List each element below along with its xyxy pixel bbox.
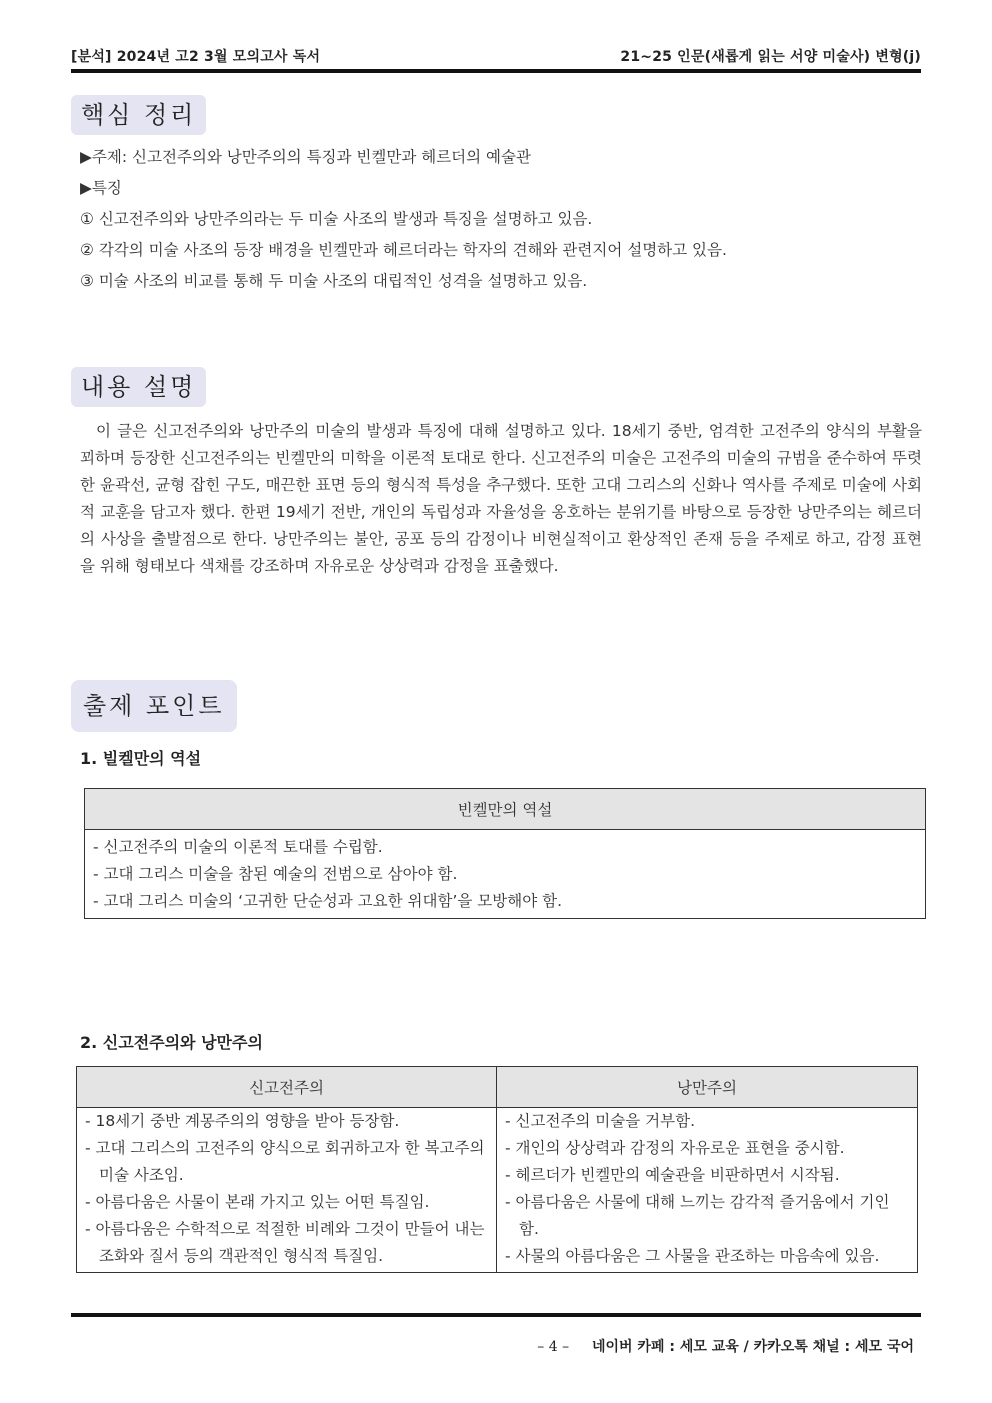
page-header (71, 44, 921, 66)
page-number: – 4 – (537, 1339, 570, 1355)
list-item: - 개인의 상상력과 감정의 자유로운 표현을 중시함. (505, 1139, 845, 1157)
summary-line: ② 각각의 미술 사조의 등장 배경을 빈켈만과 헤르더라는 학자의 견해와 관련지어 설명하고 있음. (80, 241, 727, 259)
list-item: - 고대 그리스의 고전주의 양식으로 회귀하고자 한 복고주의 미술 사조임. (85, 1139, 485, 1184)
list-item: - 고대 그리스 미술을 참된 예술의 전범으로 삼아야 함. (93, 865, 458, 883)
points-title: 출제 포인트 (71, 680, 237, 732)
header-divider (71, 69, 921, 73)
col1-body (77, 1108, 497, 1273)
list-item: - 아름다움은 수학적으로 적절한 비례와 그것이 만들어 내는 조화와 질서 등의 객관적인 형식적 특질임. (85, 1220, 485, 1265)
summary-line: ③ 미술 사조의 비교를 통해 두 미술 사조의 대립적인 성격을 설명하고 있음. (80, 272, 588, 290)
content-paragraph: 이 글은 신고전주의와 낭만주의 미술의 발생과 특징에 대해 설명하고 있다. 18세기 중반, 엄격한 고전주의 양식의 부활을 꾀하며 등장한 신고전주의는 빈켈만의 미학을 이론적 토대로 한다. 신고전주의 미술은 고전주의 미술의 규범을 준수하여 뚜렷한 윤곽선, 균형 잡힌 구도, 매끈한 표면 등의 형식적 특성을 추구했다. 또한 고대 그리스의 신화나 역사를 주제로 미술에 사회적 교훈을 담고자 했다. 한편 19세기 전반, 개인의 독립성과 자율성을 옹호하는 분위기를 바탕으로 등장한 낭만주의는 헤르더의 사상을 출발점으로 한다. 낭만주의는 불안, 공포 등의 감정이나 비현실적이고 환상적인 존재 등을 주제로 하고, 감정 표현을 위해 형태보다 색채를 강조하며 자유로운 상상력과 감정을 표출했다. (80, 422, 922, 575)
col2-body (497, 1108, 918, 1273)
point2-table (76, 1066, 918, 1273)
col2-header: 낭만주의 (497, 1067, 918, 1108)
list-item: - 고대 그리스 미술의 ‘고귀한 단순성과 고요한 위대함’을 모방해야 함. (93, 892, 562, 910)
summary-line: ▶특징 (80, 179, 122, 197)
col1-header: 신고전주의 (77, 1067, 497, 1108)
point1-table-body (85, 830, 926, 919)
header-right: 21~25 인문(새롭게 읽는 서양 미술사) 변형(j) (620, 49, 921, 65)
summary-title: 핵심 정리 (71, 95, 206, 135)
list-item: - 신고전주의 미술을 거부함. (505, 1112, 696, 1130)
footer-text: 네이버 카페 : 세모 교육 / 카카오톡 채널 : 세모 국어 (591, 1339, 914, 1355)
summary-line: ▶주제: 신고전주의와 낭만주의의 특징과 빈켈만과 헤르더의 예술관 (80, 148, 531, 166)
list-item: - 18세기 중반 계몽주의의 영향을 받아 등장함. (85, 1112, 400, 1130)
list-item: - 아름다움은 사물이 본래 가지고 있는 어떤 특질임. (85, 1193, 430, 1211)
point2-heading: 2. 신고전주의와 낭만주의 (80, 1033, 263, 1052)
point1-heading: 1. 빌켈만의 역설 (80, 749, 202, 768)
point1-table (84, 788, 926, 919)
page-footer (537, 1336, 914, 1356)
list-item: - 신고전주의 미술의 이론적 토대를 수립함. (93, 838, 383, 856)
point1-table-header: 빈켈만의 역설 (85, 789, 926, 830)
footer-divider (71, 1313, 921, 1317)
list-item: - 아름다움은 사물에 대해 느끼는 감각적 즐거움에서 기인함. (505, 1193, 890, 1238)
list-item: - 사물의 아름다움은 그 사물을 관조하는 마음속에 있음. (505, 1247, 880, 1265)
summary-lines (80, 142, 925, 297)
content-title: 내용 설명 (71, 367, 206, 407)
summary-line: ① 신고전주의와 낭만주의라는 두 미술 사조의 발생과 특징을 설명하고 있음. (80, 210, 593, 228)
list-item: - 헤르더가 빈켈만의 예술관을 비판하면서 시작됨. (505, 1166, 840, 1184)
header-left: [분석] 2024년 고2 3월 모의고사 독서 (71, 49, 321, 65)
